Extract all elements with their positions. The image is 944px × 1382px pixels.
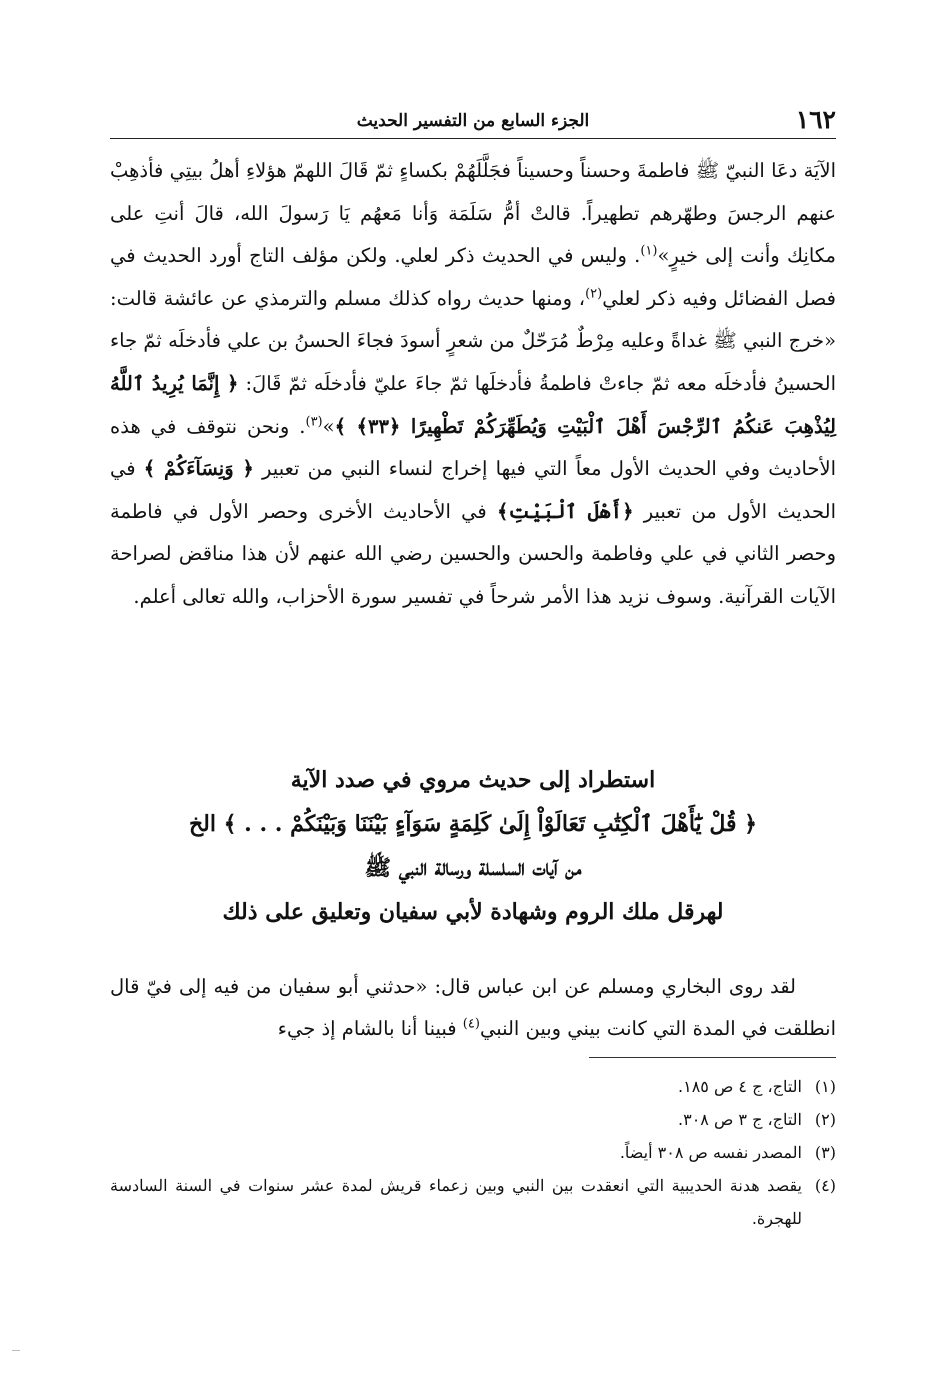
text-run: . ونحن نتوقف في هذه الأحاديث وفي الحديث الأول معاً التي فيها إخراج لنساء النبي من تعبير [110, 414, 836, 481]
text-run: في الحديث الأول من تعبير [110, 457, 836, 523]
footnote-reference: (٤) [462, 1016, 480, 1032]
quran-verse: ﴿أَهْلَ ٱلْبَيْتِ﴾ [497, 499, 634, 523]
footnote-number: (٢) [814, 1110, 836, 1129]
continuation-paragraph [110, 966, 836, 1050]
footnote-reference: (٣) [305, 414, 323, 430]
footnote-item [110, 1103, 836, 1136]
footnote-number: (٤) [814, 1176, 836, 1195]
text-run: فبينا أنا بالشام إذ جيء [277, 1017, 463, 1040]
scan-mark [12, 1350, 20, 1351]
quran-verse: ﴿ إِنَّمَا يُرِيدُ ٱللَّهُ لِيُذْهِبَ عَنكُمُ ٱلرِّجْسَ أَهْلَ ٱلْبَيْتِ وَيُطَهِّرَكُمْ تَطْهِيرًا ﴿٣٣﴾ ﴾ [110, 371, 837, 438]
footnote-text: التاج، ج ٤ ص ١٨٥. [678, 1077, 802, 1096]
footnote-text: يقصد هدنة الحديبية التي انعقدت بين النبي وبين زعماء قريش لمدة عشر سنوات في السنة السادسة للهجرة. [110, 1176, 803, 1228]
main-text [110, 150, 836, 619]
footnote-item [110, 1070, 836, 1103]
footnote-number: (١) [814, 1077, 836, 1096]
header-rule [110, 138, 836, 139]
heading-line-1: استطراد إلى حديث مروي في صدد الآية [290, 767, 656, 793]
text-run: الآيَة دعَا النبيّ ﷺ فاطمةَ وحسناً وحسيناً فجَلَّلَهُمْ بكساءٍ ثمّ قَالَ اللهمّ هؤلاءِ أهلُ بيتِي فأذهِبْ عنهم الرجسَ وطهّرهم تطهيراً. قالتْ أمُّ سَلَمَة وَأنا مَعهُم يَا رَسولَ الله، قالَ أنتِ على مكانِك وأنت إلى خيرٍ» [110, 159, 836, 268]
text-run: لقد روى البخاري ومسلم عن ابن عباس قال: «حدثني أبو سفيان من فيه إلى فيّ قال انطلقت في المدة التي كانت بيني وبين النبي [110, 975, 836, 1040]
footnote-item [110, 1136, 836, 1169]
heading-line-2-quran-verse: ﴿ قُلْ يَٰٓأَهْلَ ٱلْكِتَٰبِ تَعَالَوْاْ إِلَىٰ كَلِمَةٍ سَوَآءٍ بَيْنَنَا وَبَيْنَكُمْ . . . ﴾ الخ [188, 811, 758, 837]
running-title: الجزء السابع من التفسير الحديث [356, 111, 590, 131]
footnote-number: (٣) [814, 1143, 836, 1162]
text-run: ، ومنها حديث رواه كذلك مسلم والترمذي عن عائشة قالت: «خرج النبي ﷺ غداةً وعليه مِرْطٌ مُرَحّلٌ من شعرٍ أسودَ فجاءَ الحسنُ بن علي فأدخلَه ثمّ جاء الحسينُ فأدخلَه معه ثمّ جاءتْ فاطمةُ فأدخلَها ثمّ جاءَ عليّ فأدخلَه ثمّ قَالَ: [110, 286, 836, 395]
text-run: في الأحاديث الأخرى وحصر الأول في فاطمة وحصر الثاني في علي وفاطمة والحسن والحسين رضي الله عنهم لأن هذا مناقض لصراحة الآيات القرآنية. وسوف نزيد هذا الأمر شرحاً في تفسير سورة الأحزاب، والله تعالى أعلم. [110, 499, 836, 608]
section-heading [110, 758, 836, 934]
footnote-text: المصدر نفسه ص ٣٠٨ أيضاً. [619, 1143, 802, 1162]
main-paragraph [110, 150, 836, 619]
text-run: » [322, 414, 335, 438]
page-number: ١٦٢ [795, 105, 836, 134]
heading-line-3: من آيات السلسلة ورسالة النبي ﷺ [364, 855, 582, 881]
footnote-text: التاج، ج ٣ ص ٣٠٨. [678, 1110, 802, 1129]
heading-line-4: لهرقل ملك الروم وشهادة لأبي سفيان وتعليق على ذلك [222, 899, 724, 925]
text-run: . وليس في الحديث ذكر لعلي. ولكن مؤلف التاج أورد الحديث في فصل الفضائل وفيه ذكر لعلي [110, 244, 836, 310]
footnote-reference: (٢) [585, 286, 603, 302]
footnote-reference: (١) [640, 243, 658, 259]
page-header [110, 100, 836, 140]
footnote-item [110, 1169, 836, 1235]
continuation-text [110, 966, 836, 1050]
footnotes [110, 1070, 836, 1235]
footnote-rule [589, 1057, 836, 1058]
quran-verse: ﴿ وَنِسَآءَكُمْ ﴾ [143, 457, 254, 481]
